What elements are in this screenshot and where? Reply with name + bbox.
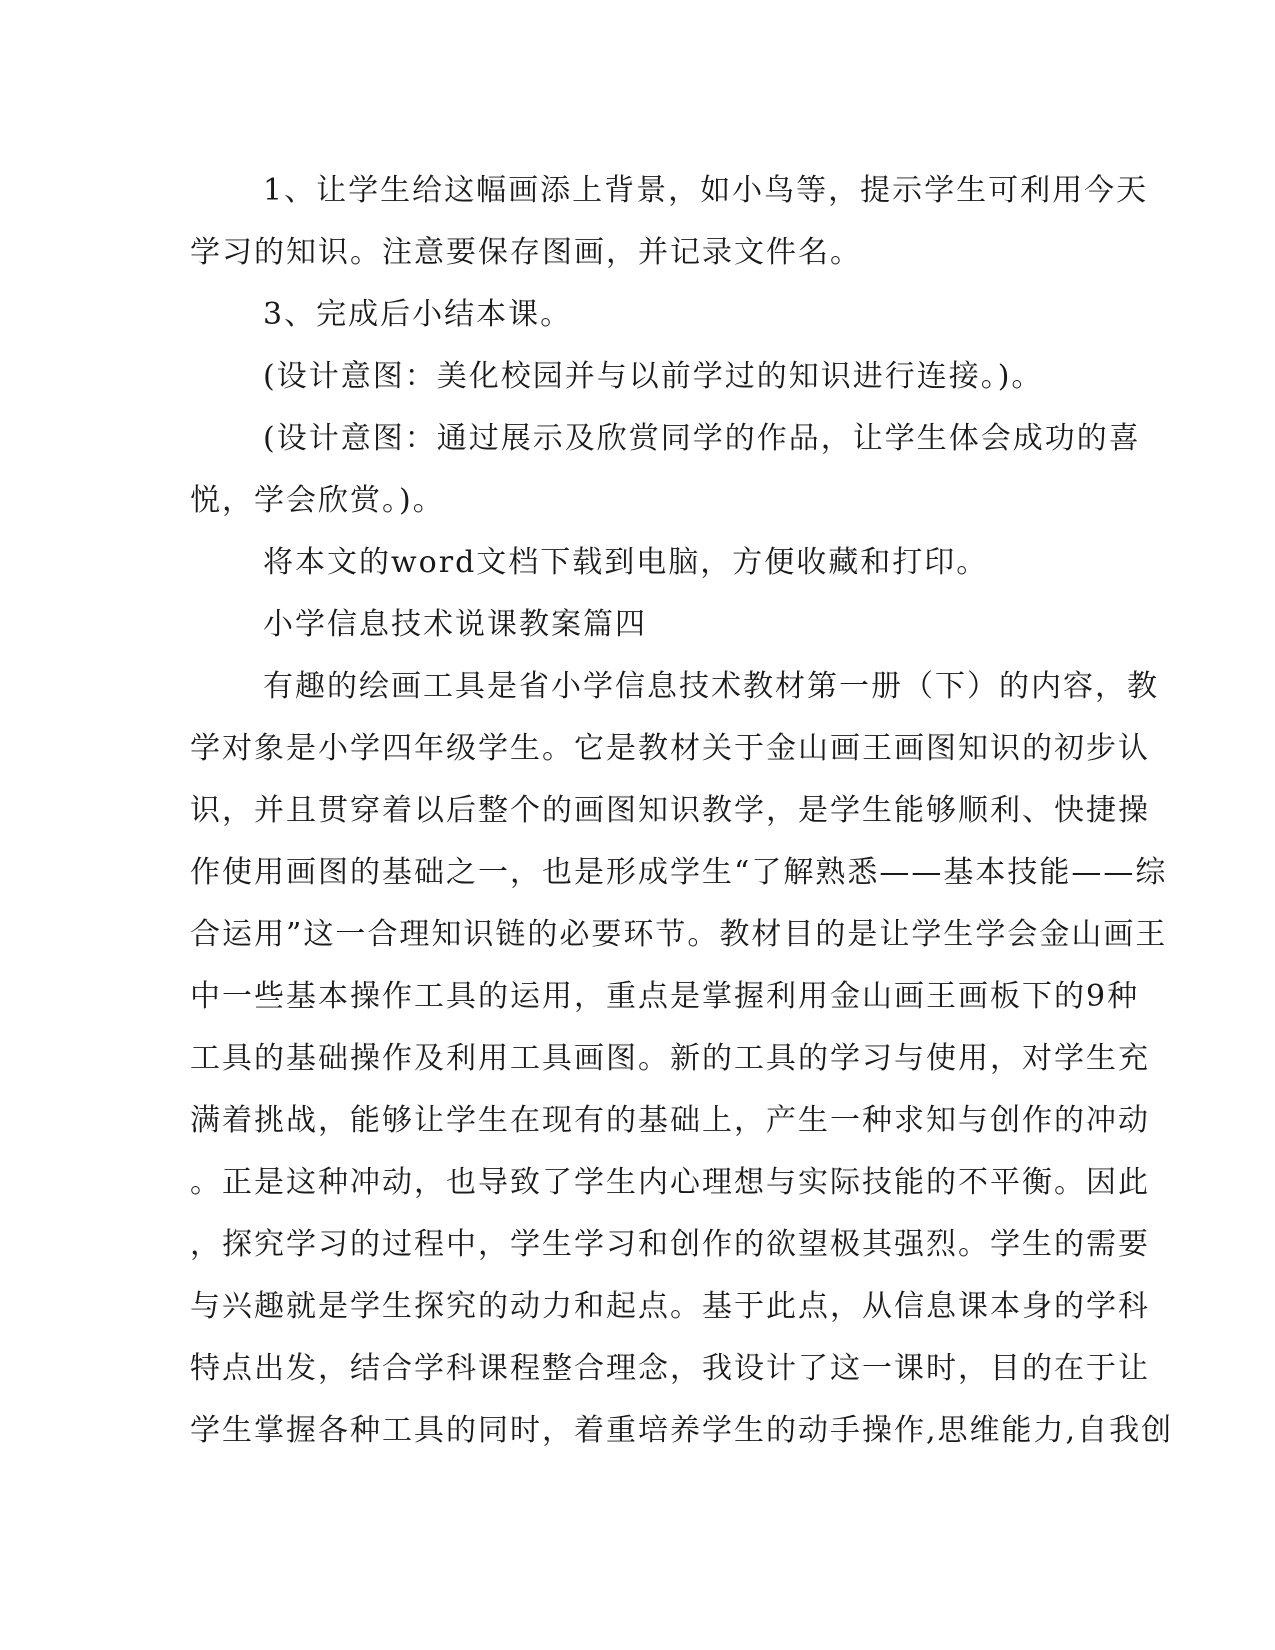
text-line: 特点出发，结合学科课程整合理念，我设计了这一课时，目的在于让 [190, 1351, 1150, 1386]
text-line: 学对象是小学四年级学生。它是教材关于金山画王画图知识的初步认 [190, 731, 1150, 766]
text-line: 中一些基本操作工具的运用，重点是掌握利用金山画王画板下的9种 [190, 979, 1140, 1014]
text-line: (设计意图：美化校园并与以前学过的知识进行连接。)。 [263, 359, 1044, 394]
text-line: 满着挑战，能够让学生在现有的基础上，产生一种求知与创作的冲动 [190, 1103, 1150, 1138]
document-body [190, 160, 1174, 1462]
text-line: 合运用”这一合理知识链的必要环节。教材目的是让学生学会金山画王 [190, 917, 1168, 952]
text-line: 学习的知识。注意要保存图画，并记录文件名。 [190, 235, 862, 270]
section-heading: 小学信息技术说课教案篇四 [263, 607, 647, 642]
text-line: 作使用画图的基础之一，也是形成学生“了解熟悉——基本技能——综 [190, 855, 1168, 890]
text-line: 与兴趣就是学生探究的动力和起点。基于此点，从信息课本身的学科 [190, 1289, 1150, 1324]
text-line: 1、让学生给这幅画添上背景，如小鸟等，提示学生可利用今天 [263, 173, 1149, 208]
text-line: 识，并且贯穿着以后整个的画图知识教学，是学生能够顺利、快捷操 [190, 793, 1150, 828]
text-line: 工具的基础操作及利用工具画图。新的工具的学习与使用，对学生充 [190, 1041, 1150, 1076]
text-line: ，探究学习的过程中，学生学习和创作的欲望极其强烈。学生的需要 [190, 1227, 1150, 1262]
text-line: 。正是这种冲动，也导致了学生内心理想与实际技能的不平衡。因此 [190, 1165, 1150, 1200]
text-line: 有趣的绘画工具是省小学信息技术教材第一册（下）的内容，教 [263, 669, 1159, 704]
text-line: 学生掌握各种工具的同时，着重培养学生的动手操作,思维能力,自我创 [190, 1413, 1174, 1448]
text-line: 3、完成后小结本课。 [263, 297, 573, 332]
text-line: (设计意图：通过展示及欣赏同学的作品，让学生体会成功的喜 [263, 421, 1141, 456]
text-line: 悦，学会欣赏。)。 [190, 483, 445, 518]
text-line: 将本文的word文档下载到电脑，方便收藏和打印。 [263, 545, 989, 580]
